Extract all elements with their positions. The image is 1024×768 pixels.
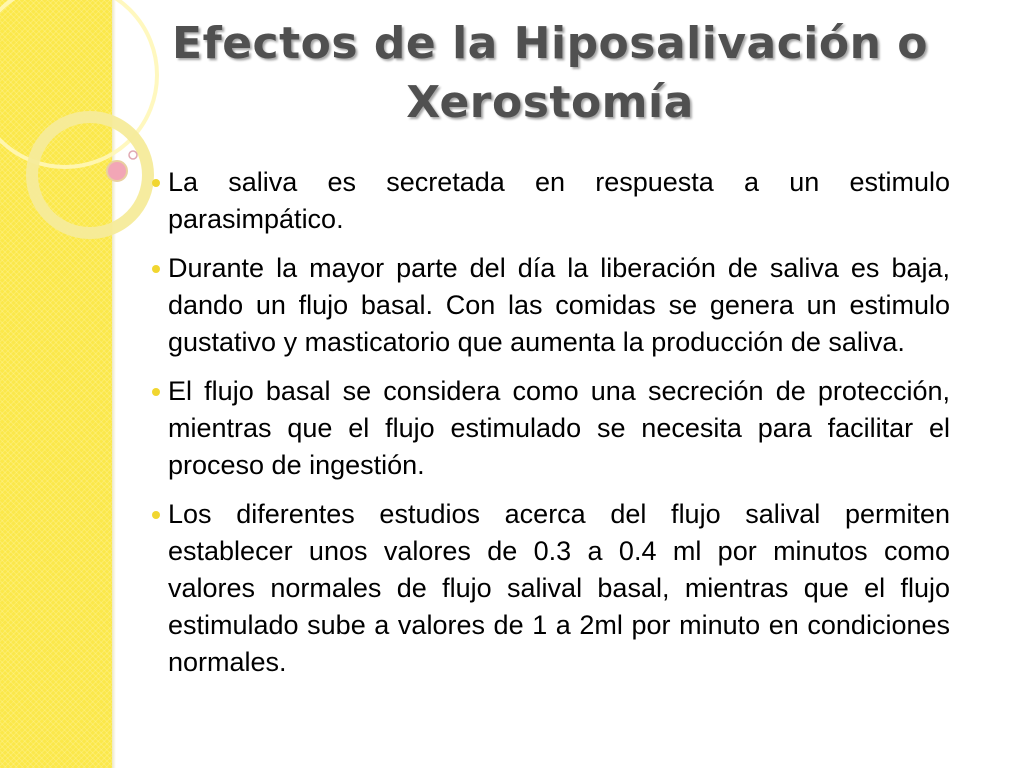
bullet-text: El flujo basal se considera como una secreción de protección, mientras que el flujo estimulado se necesita para facilitar el proceso de ingestión. bbox=[168, 376, 950, 480]
left-decorative-band bbox=[0, 0, 112, 768]
slide-title: Efectos de la Hiposalivación o Xerostomía bbox=[172, 18, 928, 128]
bullet-item bbox=[152, 496, 950, 681]
bullet-text: La saliva es secretada en respuesta a un estimulo parasimpático. bbox=[168, 167, 950, 234]
bullet-dot-icon bbox=[152, 511, 160, 519]
bullet-text: Los diferentes estudios acerca del flujo salival permiten establecer unos valores de 0.3 a 0.4 ml por minutos como valores normales de flujo salival basal, mientras que el flujo estimulado sube a valores de 1 a 2ml por minuto en condiciones normales. bbox=[168, 499, 950, 677]
bullet-list bbox=[152, 164, 950, 693]
bullet-dot-icon bbox=[152, 388, 160, 396]
small-outline-ring bbox=[129, 151, 137, 159]
bullet-item bbox=[152, 250, 950, 361]
bullet-item bbox=[152, 164, 950, 238]
band-edge-shadow bbox=[112, 0, 116, 768]
bullet-dot-icon bbox=[152, 179, 160, 187]
bullet-item bbox=[152, 373, 950, 484]
bullet-dot-icon bbox=[152, 265, 160, 273]
bullet-text: Durante la mayor parte del día la liberación de saliva es baja, dando un flujo basal. Con las comidas se genera un estimulo gustativo y masticatorio que aumenta la producción de saliva. bbox=[168, 253, 950, 357]
